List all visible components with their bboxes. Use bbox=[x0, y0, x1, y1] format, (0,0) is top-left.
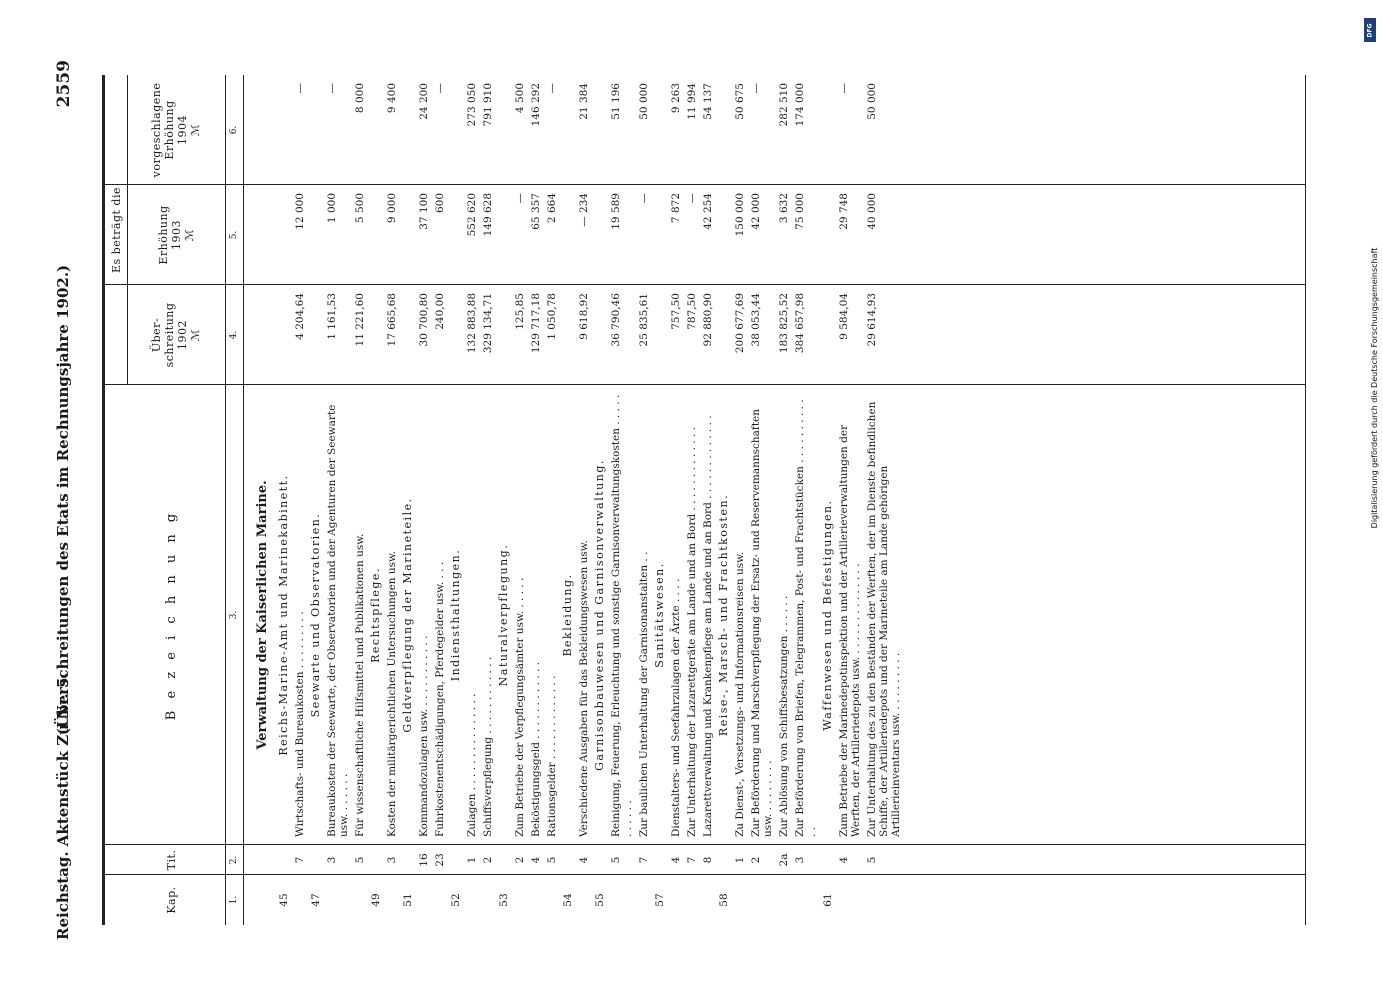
kap-cell: 55 bbox=[594, 893, 606, 907]
erhoehung-1903-cell: 42 000 bbox=[750, 193, 762, 230]
col-number: 5. bbox=[229, 230, 239, 240]
tit-cell: 3 bbox=[326, 856, 338, 864]
erhoehung-1904-cell: 11 994 bbox=[686, 83, 698, 120]
kap-cell bbox=[326, 875, 350, 925]
erhoehung-1904-cell: 9 400 bbox=[386, 83, 398, 114]
kap-cell bbox=[686, 875, 698, 925]
kap-cell bbox=[838, 875, 862, 925]
erhoehung-1904-cell: 146 292 bbox=[530, 83, 542, 127]
erhoehung-1903-cell: 37 100 bbox=[418, 193, 430, 230]
ueberschreitung-cell bbox=[562, 285, 574, 385]
erhoehung-1903-cell: 3 632 bbox=[778, 193, 790, 224]
col-number: 6. bbox=[229, 125, 239, 135]
description-cell: Naturalverpflegung. bbox=[497, 543, 510, 687]
erhoehung-1904-cell: 273 050 bbox=[466, 83, 478, 127]
tit-cell: 4 bbox=[578, 856, 590, 864]
table-row bbox=[794, 75, 818, 925]
kap-cell bbox=[514, 875, 526, 925]
kap-cell bbox=[386, 875, 398, 925]
tit-cell: 1 bbox=[466, 856, 478, 864]
table-row bbox=[610, 75, 634, 925]
section-row bbox=[498, 75, 510, 925]
description-cell: Rationsgelder . . . . . . . . . . . . . bbox=[546, 675, 558, 837]
tit-cell: 5 bbox=[866, 856, 878, 864]
ueberschreitung-cell: 17 665,68 bbox=[386, 293, 398, 347]
erhoehung-1904-cell bbox=[310, 75, 322, 185]
section-row bbox=[594, 75, 606, 925]
kap-cell: 45 bbox=[278, 893, 290, 907]
section-row bbox=[310, 75, 322, 925]
erhoehung-1904-cell: 21 384 bbox=[578, 83, 590, 120]
description-cell: Zum Betriebe der Marinedepotinspektion und der Artillerieverwaltungen der Werften, der Artilleriedepots usw. . . . . . . . . . . . . . . bbox=[838, 424, 862, 837]
erhoehung-1903-cell bbox=[822, 185, 834, 285]
description-cell: Bureaukosten der Seewarte, der Observatorien und der Agenturen der Seewarte usw. . . . . . . bbox=[326, 404, 350, 837]
tit-cell: 7 bbox=[686, 856, 698, 864]
tit-cell: 16 bbox=[418, 853, 430, 867]
erhoehung-1903-cell: 42 254 bbox=[702, 193, 714, 230]
kap-cell bbox=[530, 875, 542, 925]
dfg-logo: DFG bbox=[1364, 18, 1376, 42]
col-tit: Tit. bbox=[165, 849, 178, 871]
erhoehung-1904-cell bbox=[822, 75, 834, 185]
erhoehung-1904-cell: 54 137 bbox=[702, 83, 714, 120]
erhoehung-1904-cell: — bbox=[838, 83, 850, 94]
description-cell: Zur Ablösung von Schiffsbesatzungen . . . . . . bbox=[778, 595, 790, 837]
tit-cell: 5 bbox=[610, 856, 622, 864]
kap-cell bbox=[750, 875, 774, 925]
kap-cell: 57 bbox=[654, 893, 666, 907]
tit-cell: 7 bbox=[294, 856, 306, 864]
erhoehung-1904-cell: — bbox=[546, 83, 558, 94]
col-number: 3. bbox=[229, 610, 239, 620]
description-cell: Zur Beförderung von Briefen, Telegrammen, Post- und Frachtstücken . . . . . . . . . . . . bbox=[794, 399, 818, 837]
description-cell: Wirtschafts- und Bureaukosten . . . . . . . . . bbox=[294, 611, 306, 837]
tit-cell bbox=[718, 845, 730, 875]
erhoehung-1903-cell: 29 748 bbox=[838, 193, 850, 230]
tit-cell: 4 bbox=[670, 856, 682, 864]
kap-cell: 53 bbox=[498, 893, 510, 907]
erhoehung-1903-cell bbox=[718, 185, 730, 285]
erhoehung-1904-cell: 50 675 bbox=[734, 83, 746, 120]
header-center: (Überschreitungen des Etats im Rechnungsjahre 1902.) bbox=[54, 264, 72, 736]
erhoehung-1903-cell: 5 500 bbox=[354, 193, 366, 224]
tit-cell bbox=[450, 845, 462, 875]
ueberschreitung-cell: 30 700,80 bbox=[418, 293, 430, 347]
ueberschreitung-cell: 787,50 bbox=[686, 293, 698, 330]
erhoehung-1904-cell bbox=[370, 75, 382, 185]
erhoehung-1903-cell: 2 664 bbox=[546, 193, 558, 224]
table-row bbox=[638, 75, 650, 925]
table-row bbox=[702, 75, 714, 925]
description-cell: Zur Unterhaltung des zu den Beständen der Werften, der im Dienste befindlichen Schiffe, der Artilleriedepots und der Marineteile am Lande gehörigen Artillerieinventars usw. . . . . . . . . . bbox=[866, 401, 902, 837]
kap-cell bbox=[434, 875, 446, 925]
tit-cell: 2 bbox=[750, 856, 762, 864]
table-row bbox=[418, 75, 430, 925]
description-cell: Sanitätswesen. bbox=[653, 562, 666, 668]
table-row bbox=[546, 75, 558, 925]
table-row bbox=[866, 75, 902, 925]
description-cell: Reinigung, Feuerung, Erleuchtung und sonstige Garnisonverwaltungskosten . . . . . . . . . . . bbox=[610, 394, 634, 837]
ueberschreitung-cell: 384 657,98 bbox=[794, 293, 806, 354]
description-cell: Verschiedene Ausgaben für das Bekleidungswesen usw. bbox=[578, 540, 590, 837]
description-cell: Beköstigungsgeld . . . . . . . . . . . . bbox=[530, 661, 542, 837]
ueberschreitung-cell: 1 161,53 bbox=[326, 293, 338, 340]
kap-cell: 61 bbox=[822, 893, 834, 907]
tit-cell: 5 bbox=[354, 856, 366, 864]
page-number: 2559 bbox=[54, 60, 74, 108]
section-row bbox=[718, 75, 730, 925]
tit-cell bbox=[498, 845, 510, 875]
erhoehung-1903-cell bbox=[498, 185, 510, 285]
erhoehung-1904-cell: — bbox=[326, 83, 338, 94]
erhoehung-1904-cell bbox=[402, 75, 414, 185]
col-number: 4. bbox=[229, 330, 239, 340]
table-row bbox=[386, 75, 398, 925]
table-row bbox=[326, 75, 350, 925]
credit-sidebar bbox=[1362, 8, 1378, 708]
section-row bbox=[450, 75, 462, 925]
kap-cell bbox=[670, 875, 682, 925]
table-row bbox=[670, 75, 682, 925]
erhoehung-1904-cell bbox=[498, 75, 510, 185]
ueberschreitung-cell bbox=[594, 285, 606, 385]
tit-cell: 3 bbox=[386, 856, 398, 864]
erhoehung-1903-cell: 7 872 bbox=[670, 193, 682, 224]
description-cell: Zu Dienst-, Versetzungs- und Informationsreisen usw. bbox=[734, 551, 746, 837]
kap-cell bbox=[778, 875, 790, 925]
section-row bbox=[562, 75, 574, 925]
tit-cell: 23 bbox=[434, 853, 446, 867]
table-row bbox=[838, 75, 862, 925]
ueberschreitung-cell: 4 204,64 bbox=[294, 293, 306, 340]
erhoehung-1904-cell: 8 000 bbox=[354, 83, 366, 114]
erhoehung-1904-cell: 9 263 bbox=[670, 83, 682, 114]
description-cell: Zur Unterhaltung der Lazarettgeräte am Lande und an Bord . . . . . . . . . . . . . bbox=[686, 427, 698, 837]
erhoehung-1904-cell: 791 910 bbox=[482, 83, 494, 127]
ueberschreitung-cell: 132 883,88 bbox=[466, 293, 478, 354]
erhoehung-1903-cell: 19 589 bbox=[610, 193, 622, 230]
erhoehung-1903-cell: 65 357 bbox=[530, 193, 542, 230]
tit-cell bbox=[822, 845, 834, 875]
erhoehung-1904-cell: — bbox=[750, 83, 762, 94]
description-cell: Indiensthaltungen. bbox=[449, 548, 462, 682]
erhoehung-1903-cell bbox=[278, 185, 290, 285]
table-row bbox=[778, 75, 790, 925]
kap-cell: 49 bbox=[370, 893, 382, 907]
tit-cell: 1 bbox=[734, 856, 746, 864]
col-kap: Kap. bbox=[165, 886, 178, 914]
ueberschreitung-cell bbox=[718, 285, 730, 385]
tit-cell: 5 bbox=[546, 856, 558, 864]
kap-cell bbox=[294, 875, 306, 925]
erhoehung-1903-cell: 552 620 bbox=[466, 193, 478, 237]
page-header bbox=[54, 60, 86, 940]
ueberschreitung-cell: 757,50 bbox=[670, 293, 682, 330]
erhoehung-1904-cell: 50 000 bbox=[866, 83, 878, 120]
ueberschreitung-cell bbox=[450, 285, 462, 385]
kap-cell bbox=[578, 875, 590, 925]
section-row bbox=[370, 75, 382, 925]
description-cell: Seewarte und Observatorien. bbox=[309, 512, 322, 718]
appropriations-table bbox=[102, 75, 1306, 925]
erhoehung-1904-cell bbox=[562, 75, 574, 185]
kap-cell bbox=[466, 875, 478, 925]
table-row bbox=[530, 75, 542, 925]
description-cell: Kosten der militärgerichtlichen Untersuchungen usw. bbox=[386, 550, 398, 837]
description-cell: Zum Betriebe der Verpflegungsämter usw. . . . . . bbox=[514, 577, 526, 837]
kap-cell bbox=[794, 875, 818, 925]
erhoehung-1903-cell: — bbox=[686, 193, 698, 204]
tit-cell: 2 bbox=[514, 856, 526, 864]
kap-cell: 47 bbox=[310, 893, 322, 907]
erhoehung-1904-cell bbox=[718, 75, 730, 185]
ueberschreitung-cell bbox=[370, 285, 382, 385]
tit-cell bbox=[562, 845, 574, 875]
description-cell: Garnisonbauwesen und Garnisonverwaltung. bbox=[593, 459, 606, 771]
kap-cell: 52 bbox=[450, 893, 462, 907]
tit-cell: 2 bbox=[482, 856, 494, 864]
description-cell: Dienstalters- und Seefahrzulagen der Ärzte . . . . bbox=[670, 578, 682, 837]
table-row bbox=[354, 75, 366, 925]
col-ueberschreitung: Über- schreitung 1902 ℳ bbox=[150, 302, 202, 368]
ueberschreitung-cell bbox=[498, 285, 510, 385]
table-row bbox=[434, 75, 446, 925]
erhoehung-1903-cell: 1 000 bbox=[326, 193, 338, 224]
erhoehung-1903-cell: 149 628 bbox=[482, 193, 494, 237]
section-row bbox=[402, 75, 414, 925]
description-cell: Rechtspflege. bbox=[369, 567, 382, 663]
ueberschreitung-cell: 9 618,92 bbox=[578, 293, 590, 340]
ueberschreitung-cell bbox=[654, 285, 666, 385]
kap-cell bbox=[610, 875, 634, 925]
description-cell: Kommandozulagen usw. . . . . . . . . . . . bbox=[418, 635, 430, 837]
erhoehung-1904-cell: 282 510 bbox=[778, 83, 790, 127]
table-row bbox=[514, 75, 526, 925]
description-cell: Zur baulichen Unterhaltung der Garnisonanstalten . . bbox=[638, 551, 650, 837]
ueberschreitung-cell: 11 221,60 bbox=[354, 293, 366, 347]
group-divider bbox=[127, 75, 128, 385]
kap-cell bbox=[702, 875, 714, 925]
col-number: 1. bbox=[229, 895, 239, 905]
col-erhoehung-1903: Erhöhung 1903 ℳ bbox=[157, 205, 196, 265]
erhoehung-1904-cell: 51 196 bbox=[610, 83, 622, 120]
description-cell: Reise-, Marsch- und Frachtkosten. bbox=[717, 493, 730, 737]
erhoehung-1903-cell bbox=[402, 185, 414, 285]
tit-cell bbox=[278, 845, 290, 875]
erhoehung-1904-cell: 50 000 bbox=[638, 83, 650, 120]
description-cell: Reichs-Marine-Amt und Marinekabinett. bbox=[277, 474, 290, 756]
ueberschreitung-cell bbox=[402, 285, 414, 385]
kap-cell: 54 bbox=[562, 893, 574, 907]
ueberschreitung-cell bbox=[278, 285, 290, 385]
erhoehung-1903-cell bbox=[562, 185, 574, 285]
section-row bbox=[822, 75, 834, 925]
kap-cell: 51 bbox=[402, 893, 414, 907]
erhoehung-1904-cell bbox=[654, 75, 666, 185]
erhoehung-1903-cell: 600 bbox=[434, 193, 446, 214]
tit-cell: 7 bbox=[638, 856, 650, 864]
kap-cell bbox=[734, 875, 746, 925]
table-row bbox=[686, 75, 698, 925]
ueberschreitung-cell: 1 050,78 bbox=[546, 293, 558, 340]
header-left: Reichstag. Aktenstück Zu Nr. 5. bbox=[54, 672, 72, 940]
erhoehung-1903-cell bbox=[594, 185, 606, 285]
table-row bbox=[750, 75, 774, 925]
ueberschreitung-cell: 25 835,61 bbox=[638, 293, 650, 347]
section-row bbox=[654, 75, 666, 925]
tit-cell bbox=[654, 845, 666, 875]
tit-cell bbox=[402, 845, 414, 875]
ueberschreitung-cell: 200 677,69 bbox=[734, 293, 746, 354]
kap-cell bbox=[482, 875, 494, 925]
tit-cell bbox=[310, 845, 322, 875]
section-main-title: Verwaltung der Kaiserlichen Marine. bbox=[255, 480, 270, 750]
ueberschreitung-cell: 9 584,04 bbox=[838, 293, 850, 340]
ueberschreitung-cell: 240,00 bbox=[434, 293, 446, 330]
erhoehung-1904-cell bbox=[278, 75, 290, 185]
description-cell: Geldverpflegung der Marineteile. bbox=[401, 497, 414, 733]
description-cell: Zur Beförderung und Marschverpflegung der Ersatz- und Reservemannschaften usw. . . . . . . . . bbox=[750, 408, 774, 837]
col-number: 2. bbox=[229, 855, 239, 865]
erhoehung-1903-cell: — bbox=[514, 193, 526, 204]
kap-cell bbox=[866, 875, 902, 925]
erhoehung-1903-cell: — 234 bbox=[578, 193, 590, 227]
header-divider bbox=[225, 75, 226, 925]
erhoehung-1903-cell: — bbox=[638, 193, 650, 204]
ueberschreitung-cell: 38 053,44 bbox=[750, 293, 762, 347]
erhoehung-1904-cell: 174 000 bbox=[794, 83, 806, 127]
ueberschreitung-cell: 183 825,52 bbox=[778, 293, 790, 354]
tit-cell bbox=[370, 845, 382, 875]
description-cell: Für wissenschaftliche Hilfsmittel und Publikationen usw. bbox=[354, 533, 366, 837]
erhoehung-1903-cell: 150 000 bbox=[734, 193, 746, 237]
description-cell: Fuhrkostenentschädigungen, Pferdegelder usw. . . . bbox=[434, 561, 446, 837]
table-row bbox=[482, 75, 494, 925]
table-row bbox=[734, 75, 746, 925]
col-erhoehung-1904: vorgeschlagene Erhöhung 1904 ℳ bbox=[150, 82, 202, 178]
table-body bbox=[251, 75, 906, 925]
description-cell: Bekleidung. bbox=[561, 573, 574, 657]
erhoehung-1903-cell bbox=[370, 185, 382, 285]
erhoehung-1903-cell bbox=[310, 185, 322, 285]
table-row bbox=[294, 75, 306, 925]
ueberschreitung-cell: 329 134,71 bbox=[482, 293, 494, 354]
number-divider bbox=[243, 75, 244, 925]
erhoehung-1904-cell: 24 200 bbox=[418, 83, 430, 120]
erhoehung-1903-cell bbox=[654, 185, 666, 285]
ueberschreitung-cell: 29 614,93 bbox=[866, 293, 878, 347]
tit-cell: 2a bbox=[778, 853, 790, 867]
kap-cell bbox=[546, 875, 558, 925]
description-cell: Waffenwesen und Befestigungen. bbox=[821, 499, 834, 731]
col-bezeichnung: B e z e i c h n u n g bbox=[164, 509, 179, 721]
tit-cell: 4 bbox=[530, 856, 542, 864]
col-group: Es beträgt die bbox=[110, 187, 123, 273]
erhoehung-1903-cell: 12 000 bbox=[294, 193, 306, 230]
row-list bbox=[278, 75, 902, 925]
tit-cell: 3 bbox=[794, 856, 806, 864]
kap-cell bbox=[354, 875, 366, 925]
tit-cell bbox=[594, 845, 606, 875]
erhoehung-1904-cell: 4 500 bbox=[514, 83, 526, 114]
description-cell: Lazarettverwaltung und Krankenpflege am Lande und an Bord . . . . . . . . . . . . . bbox=[702, 415, 714, 837]
description-cell: Zulagen . . . . . . . . . . . . . . . bbox=[466, 693, 478, 837]
erhoehung-1904-cell: — bbox=[294, 83, 306, 94]
ueberschreitung-cell: 125,85 bbox=[514, 293, 526, 330]
digitization-credit: Digitalisierung gefördert durch die Deutsche Forschungsgemeinschaft bbox=[1370, 247, 1379, 529]
kap-cell bbox=[418, 875, 430, 925]
erhoehung-1904-cell bbox=[450, 75, 462, 185]
table-row bbox=[578, 75, 590, 925]
erhoehung-1903-cell bbox=[450, 185, 462, 285]
erhoehung-1904-cell bbox=[594, 75, 606, 185]
ueberschreitung-cell bbox=[822, 285, 834, 385]
kap-cell bbox=[638, 875, 650, 925]
ueberschreitung-cell: 129 717,18 bbox=[530, 293, 542, 354]
ueberschreitung-cell bbox=[310, 285, 322, 385]
description-cell: Schiffsverpflegung . . . . . . . . . . . . bbox=[482, 656, 494, 837]
erhoehung-1903-cell: 75 000 bbox=[794, 193, 806, 230]
kap-cell: 58 bbox=[718, 893, 730, 907]
erhoehung-1904-cell: — bbox=[434, 83, 446, 94]
section-row bbox=[278, 75, 290, 925]
ueberschreitung-cell: 36 790,46 bbox=[610, 293, 622, 347]
table-row bbox=[466, 75, 478, 925]
erhoehung-1903-cell: 40 000 bbox=[866, 193, 878, 230]
tit-cell: 4 bbox=[838, 856, 850, 864]
tit-cell: 8 bbox=[702, 856, 714, 864]
ueberschreitung-cell: 92 880,90 bbox=[702, 293, 714, 347]
erhoehung-1903-cell: 9 000 bbox=[386, 193, 398, 224]
